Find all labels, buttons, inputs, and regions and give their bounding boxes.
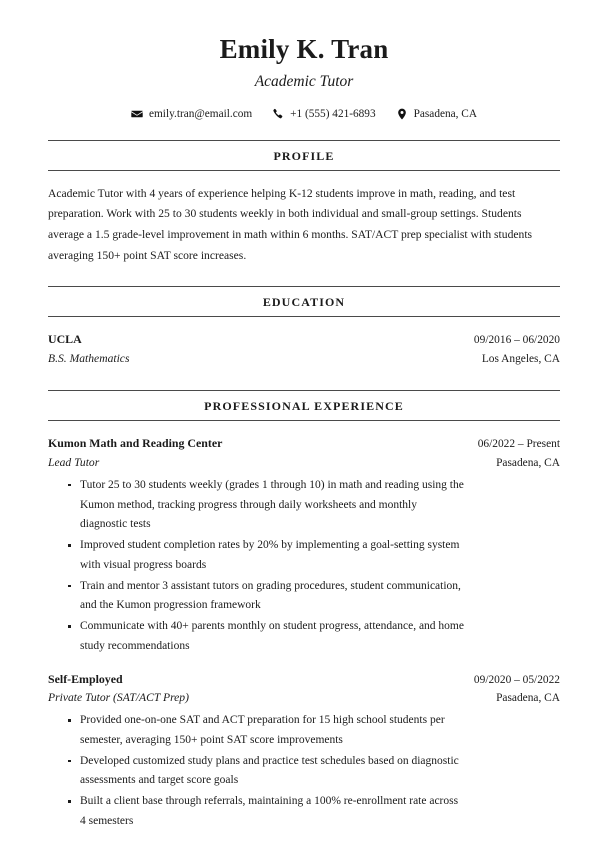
contact-email-text: emily.tran@email.com <box>149 107 253 120</box>
contact-location[interactable] <box>396 108 477 120</box>
profile-summary-text: Academic Tutor with 4 years of experience helping K-12 students improve in math, reading, and test preparation. Work with 25 to 30 students weekly in both individual and small-group settings. Students average a 1.5 grade-level improvement in math within 6 months. SAT/ACT prep specialist with students averaging 150+ point SAT score increases. <box>48 186 533 262</box>
experience-date-range: 06/2022 – Present <box>477 438 560 451</box>
education-school: UCLA <box>48 332 82 347</box>
experience-entry-bottom-row <box>48 689 560 708</box>
contact-phone[interactable] <box>272 108 375 120</box>
list-item: Communicate with 40+ parents monthly on student progress, attendance, and home study recommendations <box>66 617 466 657</box>
experience-location: Pasadena, CA <box>496 692 560 705</box>
experience-bullet-list <box>48 476 560 657</box>
section-profile <box>48 140 560 267</box>
experience-location: Pasadena, CA <box>496 457 560 470</box>
experience-date-range: 09/2020 – 05/2022 <box>473 673 560 686</box>
section-heading-education <box>48 286 560 317</box>
list-item: Train and mentor 3 assistant tutors on grading procedures, student communication, and the Kumon progression framework <box>66 577 466 617</box>
section-education <box>48 286 560 370</box>
education-date-range: 09/2016 – 06/2020 <box>473 334 560 347</box>
education-location: Los Angeles, CA <box>481 352 560 365</box>
education-entry <box>48 330 560 368</box>
section-heading-experience-label: PROFESSIONAL EXPERIENCE <box>204 399 404 414</box>
education-entry-top-row <box>48 330 560 350</box>
experience-entry-bottom-row <box>48 454 560 473</box>
experience-entry <box>48 670 560 832</box>
list-item: Developed customized study plans and practice test schedules based on diagnostic assessments and target score goals <box>66 752 466 792</box>
envelope-icon <box>131 108 143 120</box>
resume-header <box>48 34 560 120</box>
experience-bullet-list <box>48 711 560 832</box>
contact-location-text: Pasadena, CA <box>413 107 477 120</box>
contact-email[interactable] <box>131 108 252 120</box>
experience-entry <box>48 434 560 656</box>
education-spacer <box>48 368 560 370</box>
section-heading-experience <box>48 390 560 421</box>
section-heading-education-label: EDUCATION <box>262 295 346 310</box>
candidate-name: Emily K. Tran <box>219 34 389 64</box>
list-item: Tutor 25 to 30 students weekly (grades 1 through 10) in math and reading using the Kumon method, tracking progress through daily worksheets and monthly diagnostic tests <box>66 476 466 535</box>
contact-phone-text: +1 (555) 421-6893 <box>290 107 376 120</box>
section-heading-profile <box>48 140 560 171</box>
contact-row <box>48 108 560 120</box>
experience-role: Lead Tutor <box>48 456 100 470</box>
experience-role: Private Tutor (SAT/ACT Prep) <box>48 691 189 705</box>
experience-company: Kumon Math and Reading Center <box>48 436 223 451</box>
candidate-job-title: Academic Tutor <box>254 73 354 91</box>
experience-company: Self-Employed <box>48 671 123 686</box>
section-experience <box>48 390 560 831</box>
education-degree: B.S. Mathematics <box>48 351 130 365</box>
section-heading-profile-label: PROFILE <box>273 148 335 163</box>
education-entry-bottom-row <box>48 350 560 369</box>
list-item: Built a client base through referrals, maintaining a 100% re-enrollment rate across 4 semesters <box>66 792 466 832</box>
list-item: Improved student completion rates by 20% by implementing a goal-setting system with visual progress boards <box>66 536 466 576</box>
phone-icon <box>272 108 284 120</box>
experience-entry-top-row <box>48 670 560 690</box>
list-item: Provided one-on-one SAT and ACT preparation for 15 high school students per semester, averaging 150+ point SAT score improvements <box>66 711 466 751</box>
experience-entry-top-row <box>48 434 560 454</box>
location-pin-icon <box>396 108 408 120</box>
